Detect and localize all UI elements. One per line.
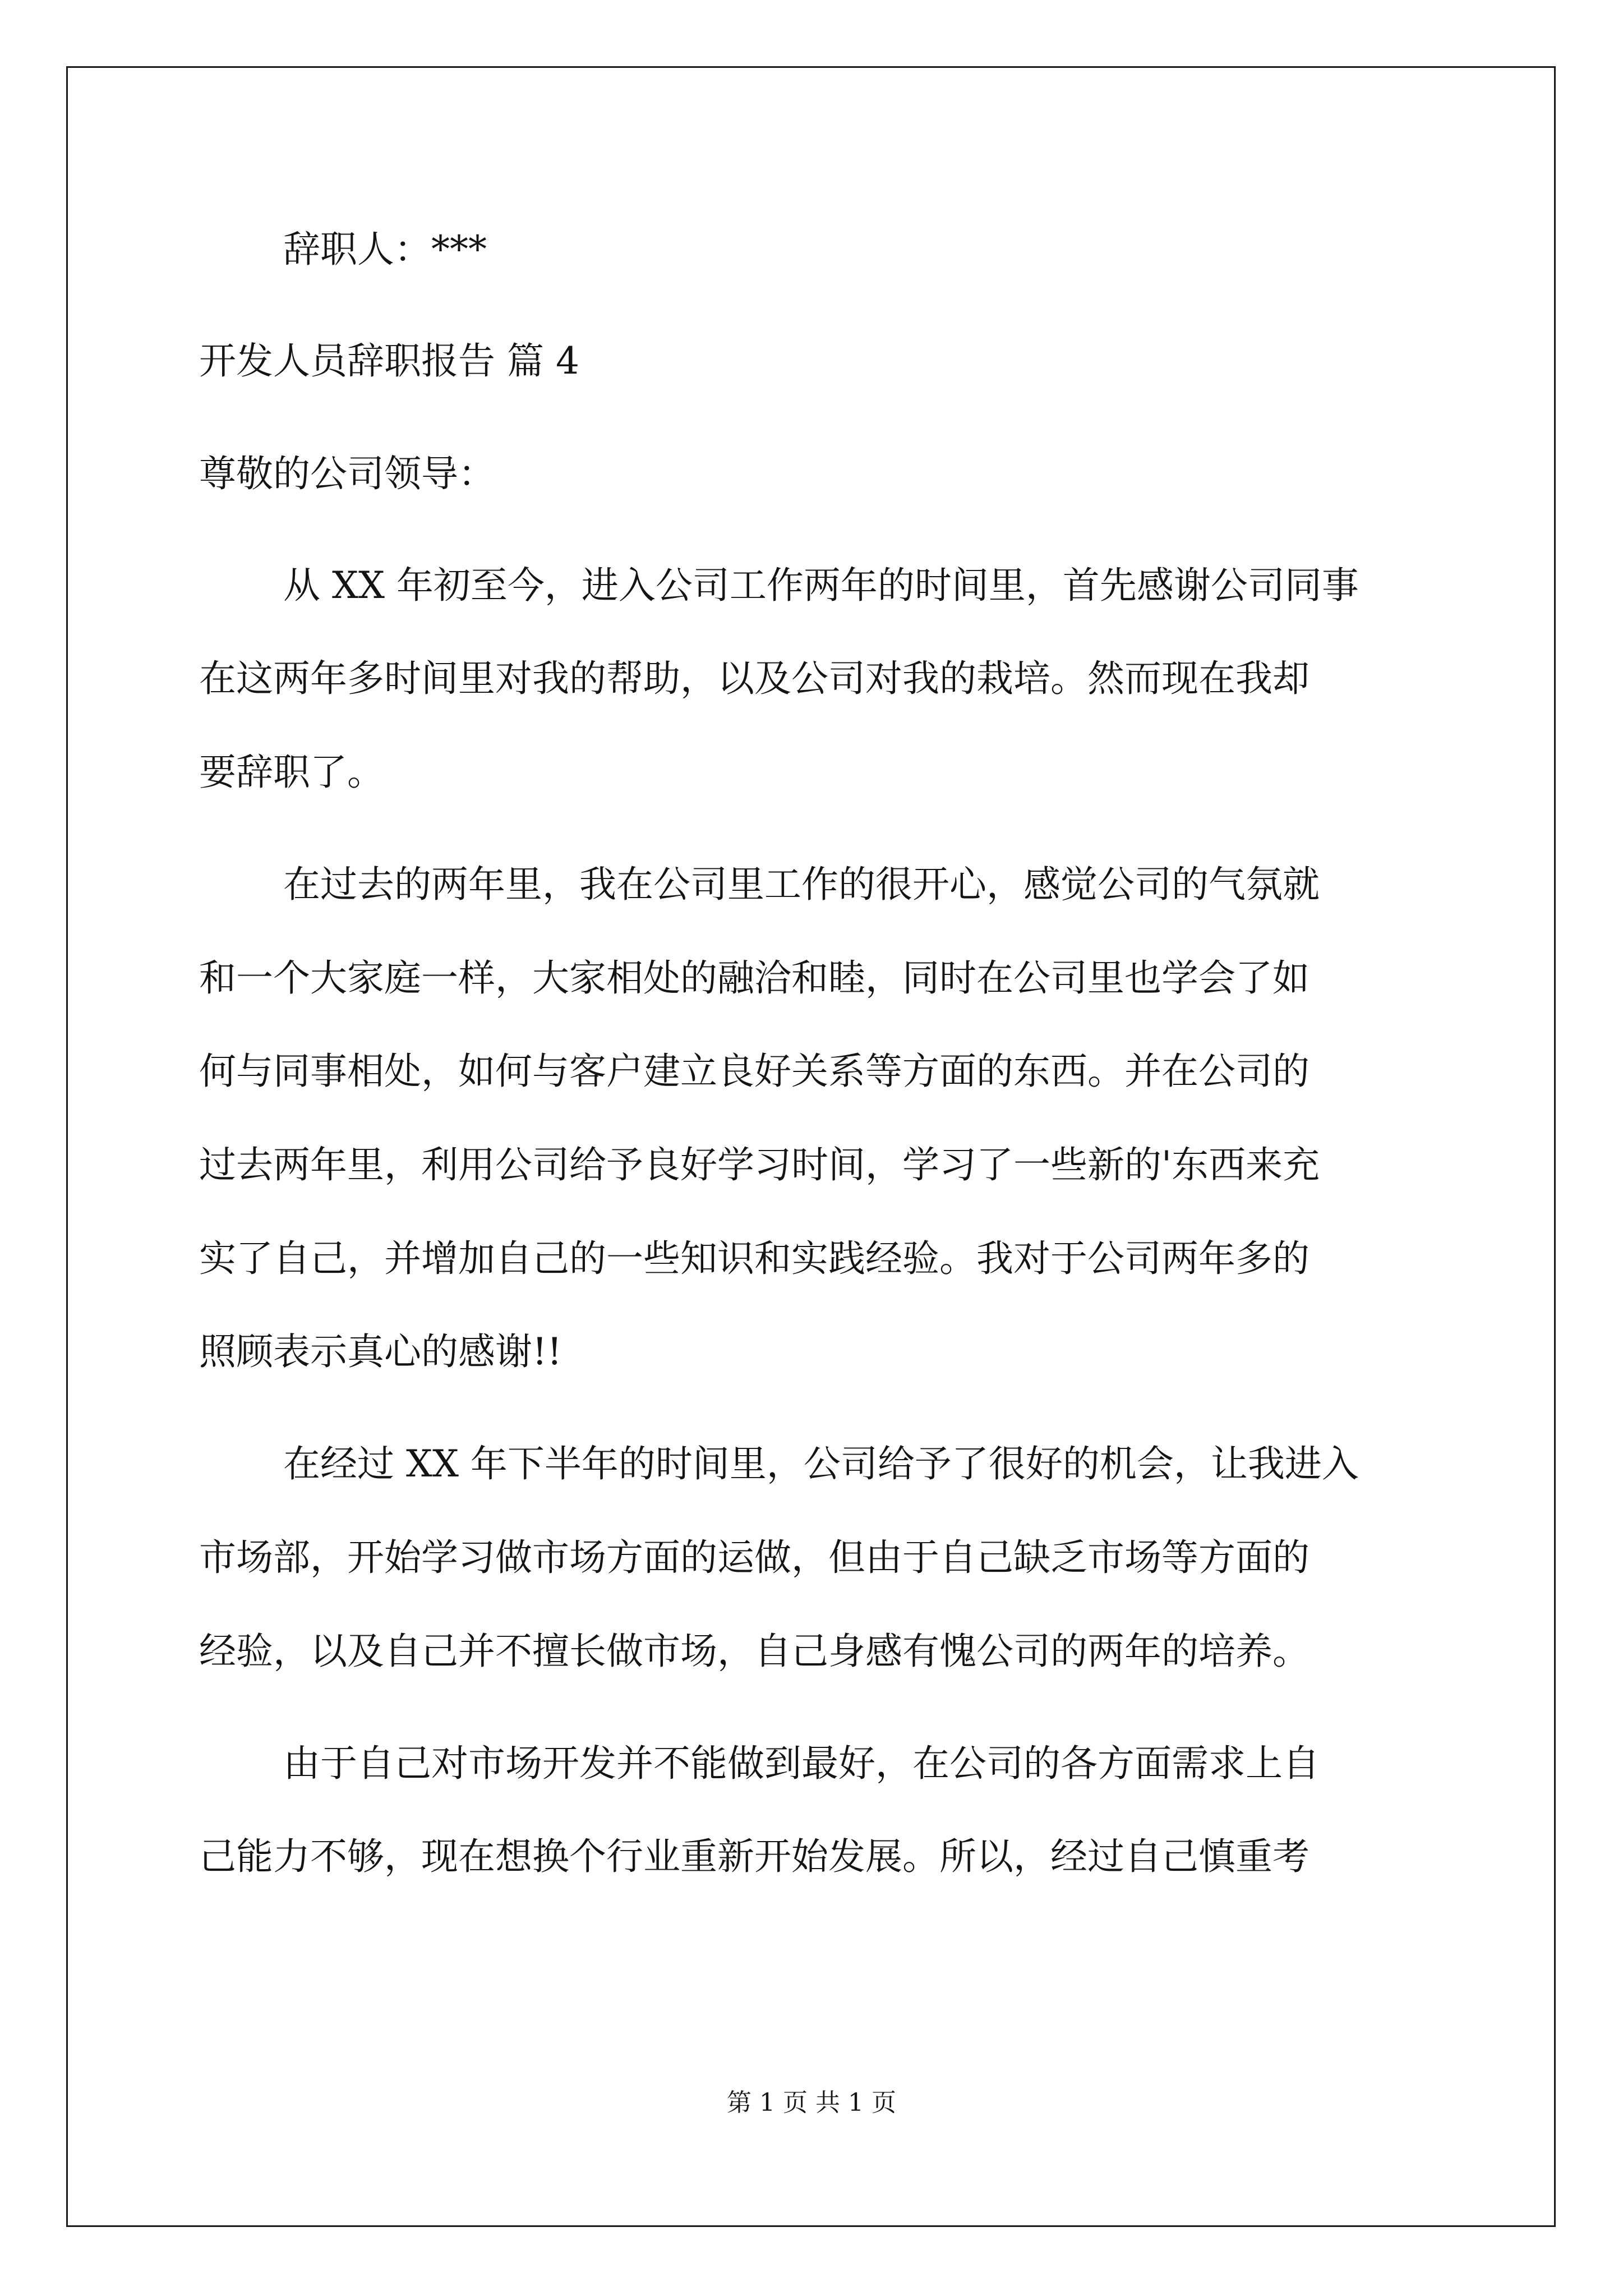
paragraph-line: 照顾表示真心的感谢!! (199, 1330, 562, 1373)
paragraph-line: 实了自己，并增加自己的一些知识和实践经验。我对于公司两年多的 (199, 1237, 1310, 1280)
signature-line: 辞职人：*** (283, 228, 487, 271)
paragraph-line: 经验，以及自己并不擅长做市场，自己身感有愧公司的两年的培养。 (199, 1630, 1310, 1673)
paragraph-line: 要辞职了。 (199, 751, 384, 794)
paragraph-line: 由于自己对市场开发并不能做到最好，在公司的各方面需求上自 (283, 1742, 1320, 1785)
salutation: 尊敬的公司领导： (199, 452, 495, 495)
paragraph-line: 市场部，开始学习做市场方面的运做，但由于自己缺乏市场等方面的 (199, 1536, 1310, 1579)
paragraph-line: 在这两年多时间里对我的帮助，以及公司对我的栽培。然而现在我却 (199, 657, 1310, 700)
paragraph-line: 从 XX 年初至今，进入公司工作两年的时间里，首先感谢公司同事 (283, 564, 1359, 607)
page-number-footer: 第 1 页 共 1 页 (727, 2088, 896, 2117)
paragraph-line: 在经过 XX 年下半年的时间里，公司给予了很好的机会，让我进入 (283, 1442, 1359, 1485)
paragraph-line: 和一个大家庭一样，大家相处的融洽和睦，同时在公司里也学会了如 (199, 956, 1310, 1000)
paragraph-line: 过去两年里，利用公司给予良好学习时间，学习了一些新的'东西来充 (199, 1143, 1320, 1186)
document-heading: 开发人员辞职报告 篇 4 (199, 339, 579, 383)
paragraph-line: 在过去的两年里，我在公司里工作的很开心，感觉公司的气氛就 (283, 863, 1320, 906)
paragraph-line: 何与同事相处，如何与客户建立良好关系等方面的东西。并在公司的 (199, 1050, 1310, 1093)
paragraph-line: 己能力不够，现在想换个行业重新开始发展。所以，经过自己慎重考 (199, 1835, 1310, 1878)
